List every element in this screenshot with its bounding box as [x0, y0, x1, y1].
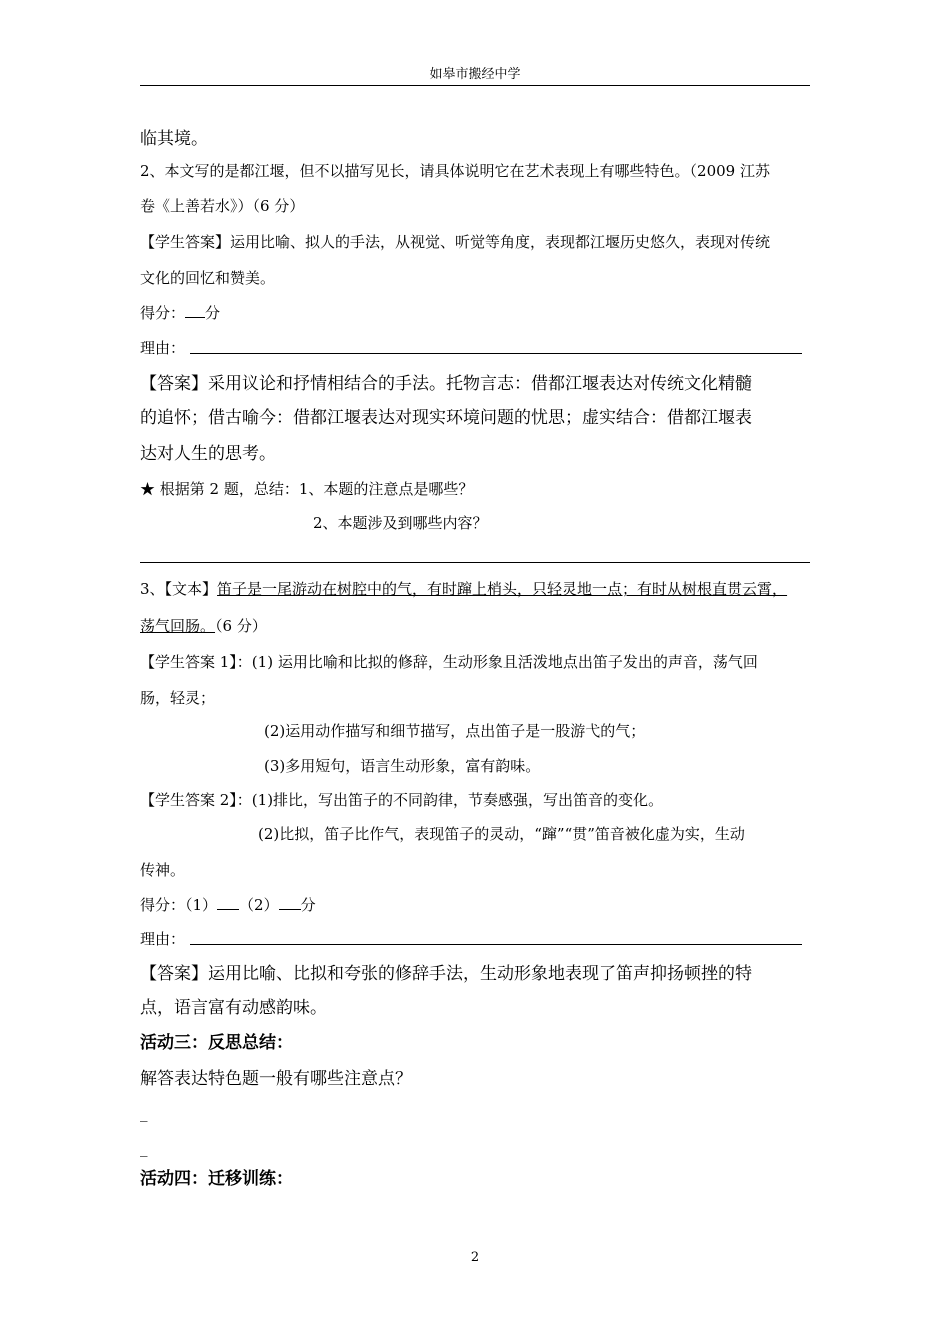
score-label-2: （2）: [239, 896, 279, 914]
reason-blank[interactable]: [190, 353, 802, 354]
student-answer-1: 【学生答案 1】：(1) 运用比喻和比拟的修辞，生动形象且活泼地点出笛子发出的声音，荡气回: [140, 653, 758, 671]
page-number: 2: [470, 1250, 480, 1265]
section-heading: 活动四：迁移训练：: [140, 1169, 293, 1189]
header-rule: [140, 85, 810, 86]
page-header: 如皋市搬经中学: [429, 67, 521, 82]
quoted-text: 笛子是一尾游动在树腔中的气，有时蹿上梢头，只轻灵地一点；有时从树根直贯云霄，: [217, 580, 788, 598]
score-label: 得分：: [140, 304, 186, 322]
answer-key-2: 【答案】运用比喻、比拟和夸张的修辞手法，生动形象地表现了笛声抑扬顿挫的特: [140, 964, 752, 984]
reason-label: 理由：: [140, 930, 186, 948]
points: （6 分）: [215, 617, 267, 635]
summary-prompt: ★ 根据第 2 题，总结：1、本题的注意点是哪些？: [140, 480, 474, 498]
text-line: [140, 616, 267, 636]
text-line: 传神。: [140, 861, 186, 879]
question-3-label: 3、【文本】: [140, 580, 218, 598]
summary-prompt-2: 2、本题涉及到哪些内容？: [313, 514, 488, 532]
text-line: 解答表达特色题一般有哪些注意点？: [140, 1069, 412, 1089]
text-line: (3)多用短句，语言生动形象，富有韵味。: [264, 757, 541, 775]
answer-blank-rule[interactable]: [140, 562, 810, 563]
score-blank[interactable]: [185, 303, 205, 318]
text-line: 达对人生的思考。: [140, 444, 276, 464]
score-line: [140, 303, 220, 323]
score-label: 得分：（1）: [140, 896, 218, 914]
student-answer: 【学生答案】运用比喻、拟人的手法，从视觉、听觉等角度，表现都江堰历史悠久，表现对传统: [140, 233, 771, 251]
question-2: 2、本文写的是都江堰，但不以描写见长，请具体说明它在艺术表现上有哪些特色。（2009 江苏: [140, 162, 770, 180]
quoted-text-end: 荡气回肠。: [140, 617, 216, 635]
text-line: 点，语言富有动感韵味。: [140, 998, 327, 1018]
text-line: 文化的回忆和赞美。: [140, 269, 276, 287]
reason-label: 理由：: [140, 339, 186, 357]
student-answer-2: 【学生答案 2】：(1)排比，写出笛子的不同韵律，节奏感强，写出笛音的变化。: [140, 791, 664, 809]
answer-key: 【答案】采用议论和抒情相结合的手法。托物言志：借都江堰表达对传统文化精髓: [140, 374, 752, 394]
text-line: 卷《上善若水》）（6 分）: [140, 197, 305, 215]
text-line: 肠，轻灵；: [140, 689, 216, 707]
blank-mark: _: [140, 1104, 148, 1122]
score-unit: 分: [205, 304, 221, 322]
score-blank-1[interactable]: [217, 895, 239, 910]
text-line: 的追怀；借古喻今：借都江堰表达对现实环境问题的忧思；虚实结合：借都江堰表: [140, 408, 752, 428]
section-heading: 活动三：反思总结：: [140, 1033, 293, 1053]
text-line: (2)运用动作描写和细节描写，点出笛子是一股游弋的气；: [264, 722, 646, 740]
reason-blank-2[interactable]: [190, 944, 802, 945]
score-unit: 分: [300, 896, 316, 914]
question-3: [140, 579, 787, 599]
blank-mark: _: [140, 1139, 148, 1157]
text-line: 临其境。: [140, 129, 208, 149]
score-line-2: [140, 895, 316, 915]
score-blank-2[interactable]: [279, 895, 301, 910]
text-line: (2)比拟，笛子比作气，表现笛子的灵动，“蹿”“贯”笛音被化虚为实，生动: [258, 825, 745, 843]
